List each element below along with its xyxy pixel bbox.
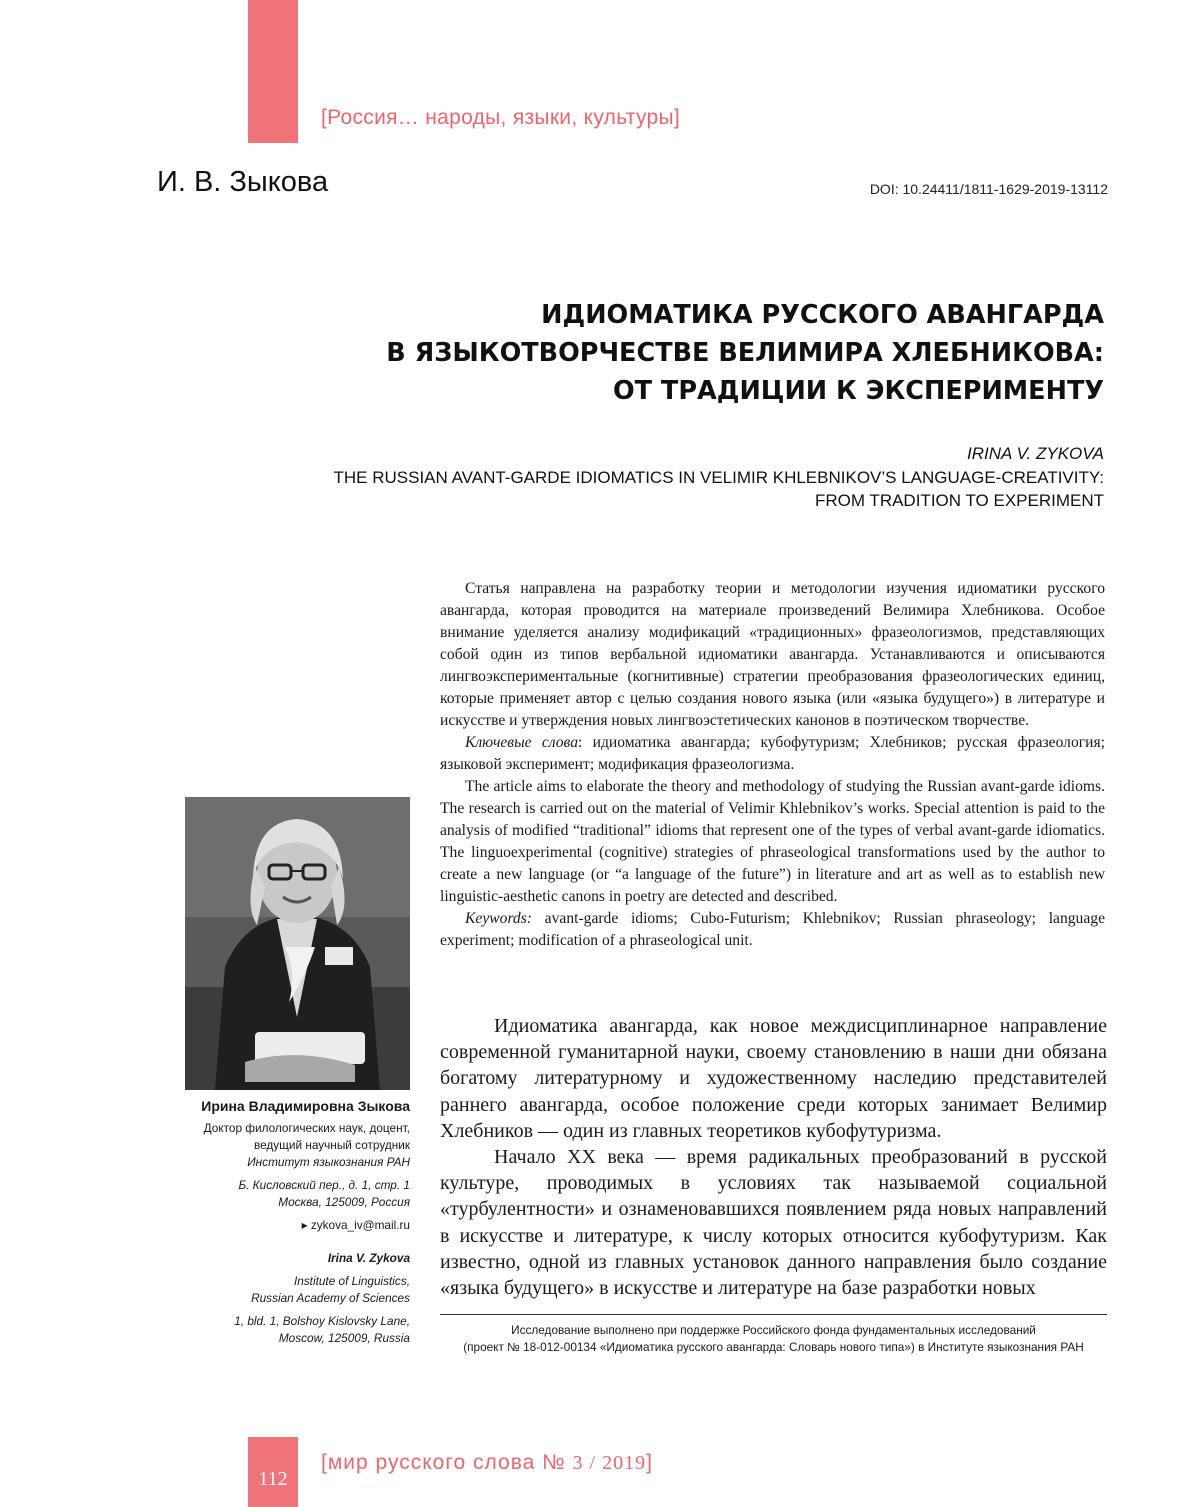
body-paragraph-1: Идиоматика авангарда, как новое междисциплинарное направление современной гуманитарной науки, своему становлению в наши дни обязана богатому литературному и художественному наследию представителей раннего авангарда, особое положение среди которых занимает Велимир Хлебников — один из главных теоретиков кубофутуризма. (440, 1015, 1107, 1142)
page-number: 112 (258, 1468, 288, 1490)
author-name-header: И. В. Зыкова (157, 166, 329, 198)
author-degree: Доктор филологических наук, доцент, (203, 1121, 410, 1135)
footnote-line-1: Исследование выполнено при поддержке Российского фонда фундаментальных исследований (511, 1323, 1036, 1337)
title-line-1: ИДИОМАТИКА РУССКОГО АВАНГАРДА (541, 300, 1104, 330)
title-en-line-2: FROM TRADITION TO EXPERIMENT (814, 491, 1104, 510)
abstract (440, 578, 1105, 952)
title-en-line-1: THE RUSSIAN AVANT-GARDE IDIOMATICS IN VELIMIR KHLEBNIKOV’S LANGUAGE-CREATIVITY: (333, 467, 1104, 487)
author-name-en: IRINA V. ZYKOVA (967, 444, 1104, 463)
author-address-en-2: Moscow, 125009, Russia (278, 1331, 410, 1345)
accent-bar-top (248, 0, 298, 143)
title-line-3: ОТ ТРАДИЦИИ К ЭКСПЕРИМЕНТУ (612, 376, 1104, 406)
footnote (440, 1322, 1107, 1356)
journal-name: [мир русского слова № (321, 1451, 573, 1474)
journal-close: ] (646, 1451, 653, 1474)
footnote-line-2: (проект № 18-012-00134 «Идиоматика русского авангарда: Словарь нового типа») в Институте языкознания РАН (463, 1340, 1084, 1354)
author-address-ru-1: Б. Кисловский пер., д. 1, стр. 1 (238, 1178, 410, 1192)
article-title-ru (204, 296, 1104, 410)
keywords-ru-label: Ключевые слова (465, 734, 579, 751)
footnote-divider (440, 1314, 1107, 1315)
english-title-block (204, 442, 1104, 513)
author-portrait-image (185, 797, 410, 1090)
author-institute-en-2: Russian Academy of Sciences (251, 1291, 410, 1305)
journal-issue: 3 / 2019 (572, 1452, 647, 1474)
title-line-2: В ЯЗЫКОТВОРЧЕСТВЕ ВЕЛИМИРА ХЛЕБНИКОВА: (386, 338, 1104, 368)
author-position: ведущий научный сотрудник (253, 1138, 410, 1152)
body-paragraph-2: Начало XX века — время радикальных преобразований в русской культуре, проводимых в условиях так называемой социальной «турбулентности» и ознаменовавшихся появлением ряда новых направлений в искусстве и литературе, к числу которых относится кубофутуризм. Как известно, одной из главных установок данного направления было создание «языка будущего» в искусстве и литературе на базе разработки новых (440, 1146, 1107, 1300)
keywords-en-label: Keywords: (465, 910, 532, 927)
author-info (110, 1098, 410, 1347)
author-address-en-1: 1, bld. 1, Bolshoy Kislovsky Lane, (234, 1314, 410, 1328)
keywords-en-text: avant-garde idioms; Cubo-Futurism; Khlebnikov; Russian phraseology; language experiment; modification of a phraseological unit. (440, 910, 1105, 949)
abstract-en: The article aims to elaborate the theory and methodology of studying the Russian avant-garde idioms. The research is carried out on the material of Velimir Khlebnikov’s works. Special attention is paid to the analysis of modified “traditional” idioms that represent one of the types of verbal avant-garde idiomatics. The linguoexperimental (cognitive) strategies of phraseological transformations used by the author to create a new language (or “a language of the future”) in literature and art as well as to establish new linguistic-aesthetic canons in poetry are detected and described. (440, 778, 1105, 905)
doi-label[interactable]: DOI: 10.24411/1811-1629-2019-13112 (869, 181, 1108, 197)
author-institute-en-1: Institute of Linguistics, (293, 1274, 410, 1288)
author-full-name-ru: Ирина Владимировна Зыкова (201, 1098, 410, 1114)
keywords-ru-text: : идиоматика авангарда; кубофутуризм; Хлебников; русская фразеология; языковой эксперимент; модификация фразеологизма. (440, 734, 1106, 773)
author-photo (185, 797, 410, 1090)
author-name-en-info: Irina V. Zykova (327, 1251, 410, 1265)
abstract-ru: Статья направлена на разработку теории и методологии изучения идиоматики русского авангарда, которая проводится на материале произведений Велимира Хлебникова. Особое внимание уделяется анализу модификаций «традиционных» фразеологизмов, представляющих собой один из типов вербальной идиоматики авангарда. Устанавливаются и описываются лингвоэкспериментальные (когнитивные) стратегии преобразования фразеологических единиц, которые применяет автор с целью создания нового языка (или «языка будущего») в литературе и искусстве и утверждения новых лингвоэстетических канонов в поэтическом творчестве. (440, 580, 1105, 729)
author-email[interactable]: ▸ zykova_iv@mail.ru (301, 1218, 410, 1232)
main-text (440, 1013, 1107, 1301)
journal-footer (321, 1451, 653, 1475)
author-address-ru-2: Москва, 125009, Россия (278, 1195, 410, 1209)
keywords-en (440, 908, 1105, 952)
rubric-header: [Россия… народы, языки, культуры] (321, 106, 681, 129)
author-institute-ru: Институт языкознания РАН (247, 1155, 410, 1169)
keywords-ru (440, 732, 1105, 776)
